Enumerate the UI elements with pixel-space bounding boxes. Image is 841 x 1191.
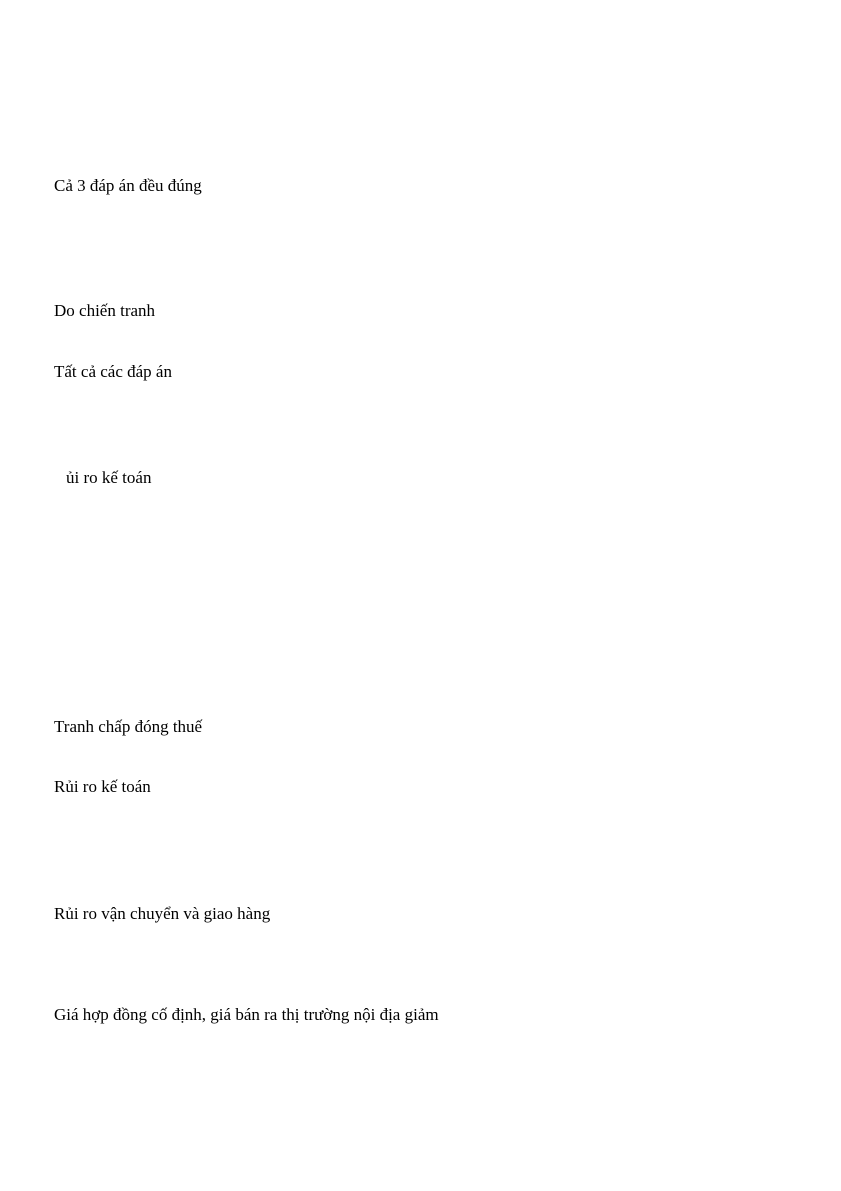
answer-line: Do chiến tranh [54,301,156,320]
answer-line: Rủi ro vận chuyển và giao hàng [54,904,271,923]
answer-line: Tranh chấp đóng thuế [54,717,203,736]
answer-line: ủi ro kế toán [66,468,152,487]
answer-line: Giá hợp đồng cố định, giá bán ra thị trường nội địa giảm [54,1005,439,1024]
answer-line: Tất cả các đáp án [54,362,172,381]
answer-line: Cả 3 đáp án đều đúng [54,176,202,195]
answer-line: Rủi ro kế toán [54,777,151,796]
